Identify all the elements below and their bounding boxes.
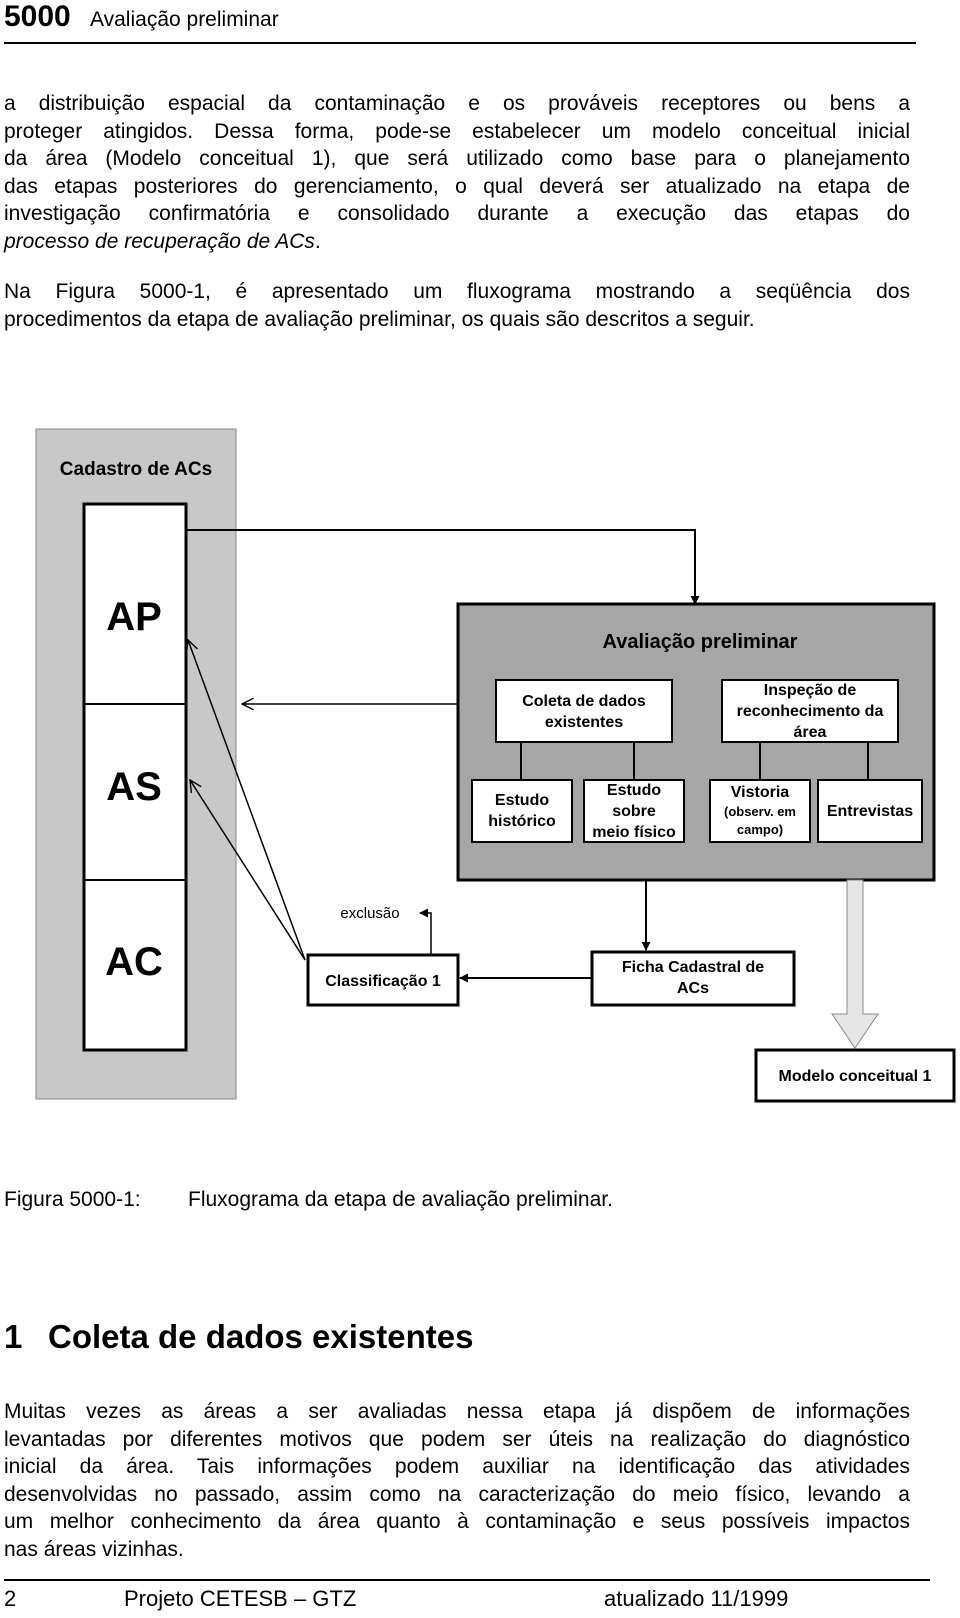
figure-caption-label: Figura 5000-1: bbox=[4, 1188, 141, 1211]
text-line: proteger atingidos. Dessa forma, pode-se estabelecer um modelo conceitual inicial bbox=[4, 119, 910, 143]
ficha-label-2: ACs bbox=[676, 980, 710, 997]
text-line: nas áreas vizinhas. bbox=[4, 1537, 184, 1561]
as-label: AS bbox=[106, 765, 162, 809]
inspecao-label-2: reconhecimento da bbox=[736, 703, 884, 720]
text-end: . bbox=[314, 229, 321, 253]
text-line: da área (Modelo conceitual 1), que será utilizado como base para o planejamento bbox=[4, 147, 910, 170]
page-number: 2 bbox=[4, 1586, 17, 1611]
text-line: desenvolvidas no passado, assim como na caracterização do meio físico, levando a bbox=[4, 1482, 910, 1506]
section-paragraph bbox=[4, 1398, 910, 1563]
chapter-number: 5000 bbox=[4, 0, 71, 33]
estudo-historico-box bbox=[472, 780, 572, 842]
coleta-label-1: Coleta de dados bbox=[522, 693, 646, 710]
figure-caption-text: Fluxograma da etapa de avaliação preliminar. bbox=[188, 1188, 613, 1211]
footer-updated: atualizado 11/1999 bbox=[604, 1586, 789, 1611]
classificacao-label: Classificação 1 bbox=[325, 973, 441, 990]
cadastro-label: Cadastro de ACs bbox=[59, 459, 213, 480]
vistoria-label-2: (observ. em bbox=[723, 804, 797, 819]
exclusao-label: exclusão bbox=[340, 905, 400, 922]
footer-divider bbox=[4, 1579, 930, 1581]
text-line: das etapas posteriores do gerenciamento, o qual deverá ser atualizado na etapa de bbox=[4, 174, 910, 198]
estudo-meio-label-1: Estudo bbox=[606, 782, 662, 799]
text-line: inicial da área. Tais informações podem auxiliar na identificação das atividades bbox=[4, 1455, 910, 1478]
flow-arrow-to-avaliacao bbox=[186, 504, 695, 604]
section-number: 1 bbox=[4, 1318, 23, 1355]
text-line: Na Figura 5000-1, é apresentado um fluxograma mostrando a seqüência dos bbox=[4, 280, 910, 303]
modelo-label: Modelo conceitual 1 bbox=[778, 1068, 932, 1085]
ficha-label-1: Ficha Cadastral de bbox=[621, 959, 765, 976]
chapter-title: Avaliação preliminar bbox=[90, 8, 279, 31]
text-line: a distribuição espacial da contaminação e os prováveis receptores ou bens a bbox=[4, 92, 910, 115]
section-title: Coleta de dados existentes bbox=[48, 1318, 474, 1355]
text-line: levantadas por diferentes motivos que podem ser úteis na realização do diagnóstico bbox=[4, 1427, 910, 1451]
inspecao-label-1: Inspeção de bbox=[763, 682, 857, 699]
text-line: procedimentos da etapa de avaliação preliminar, os quais são descritos a seguir. bbox=[4, 307, 755, 331]
estudo-meio-label-3: meio físico bbox=[592, 824, 676, 841]
avaliacao-title: Avaliação preliminar bbox=[602, 631, 798, 653]
text-line: investigação confirmatória e consolidado durante a execução das etapas do bbox=[4, 202, 910, 225]
exclusao-arrow bbox=[420, 913, 431, 955]
coleta-box bbox=[496, 680, 672, 742]
entrevistas-label: Entrevistas bbox=[826, 803, 914, 820]
text-line: um melhor conhecimento da área quanto à contaminação e seus possíveis impactos bbox=[4, 1510, 910, 1533]
block-arrow-to-modelo bbox=[832, 880, 878, 1048]
estudo-historico-label-1: Estudo bbox=[494, 792, 550, 809]
ap-label: AP bbox=[106, 595, 162, 639]
estudo-meio-label-2: sobre bbox=[612, 803, 656, 820]
vistoria-label-1: Vistoria bbox=[730, 784, 790, 801]
vistoria-label-3: campo) bbox=[736, 822, 784, 837]
footer-project: Projeto CETESB – GTZ bbox=[124, 1586, 357, 1611]
ac-label: AC bbox=[105, 940, 163, 984]
text-line: Muitas vezes as áreas a ser avaliadas nessa etapa já dispõem de informações bbox=[4, 1400, 910, 1423]
italic-text: processo de recuperação de ACs bbox=[4, 229, 315, 253]
estudo-historico-label-2: histórico bbox=[488, 813, 556, 830]
coleta-label-2: existentes bbox=[544, 714, 624, 731]
inspecao-label-3: área bbox=[793, 724, 827, 741]
